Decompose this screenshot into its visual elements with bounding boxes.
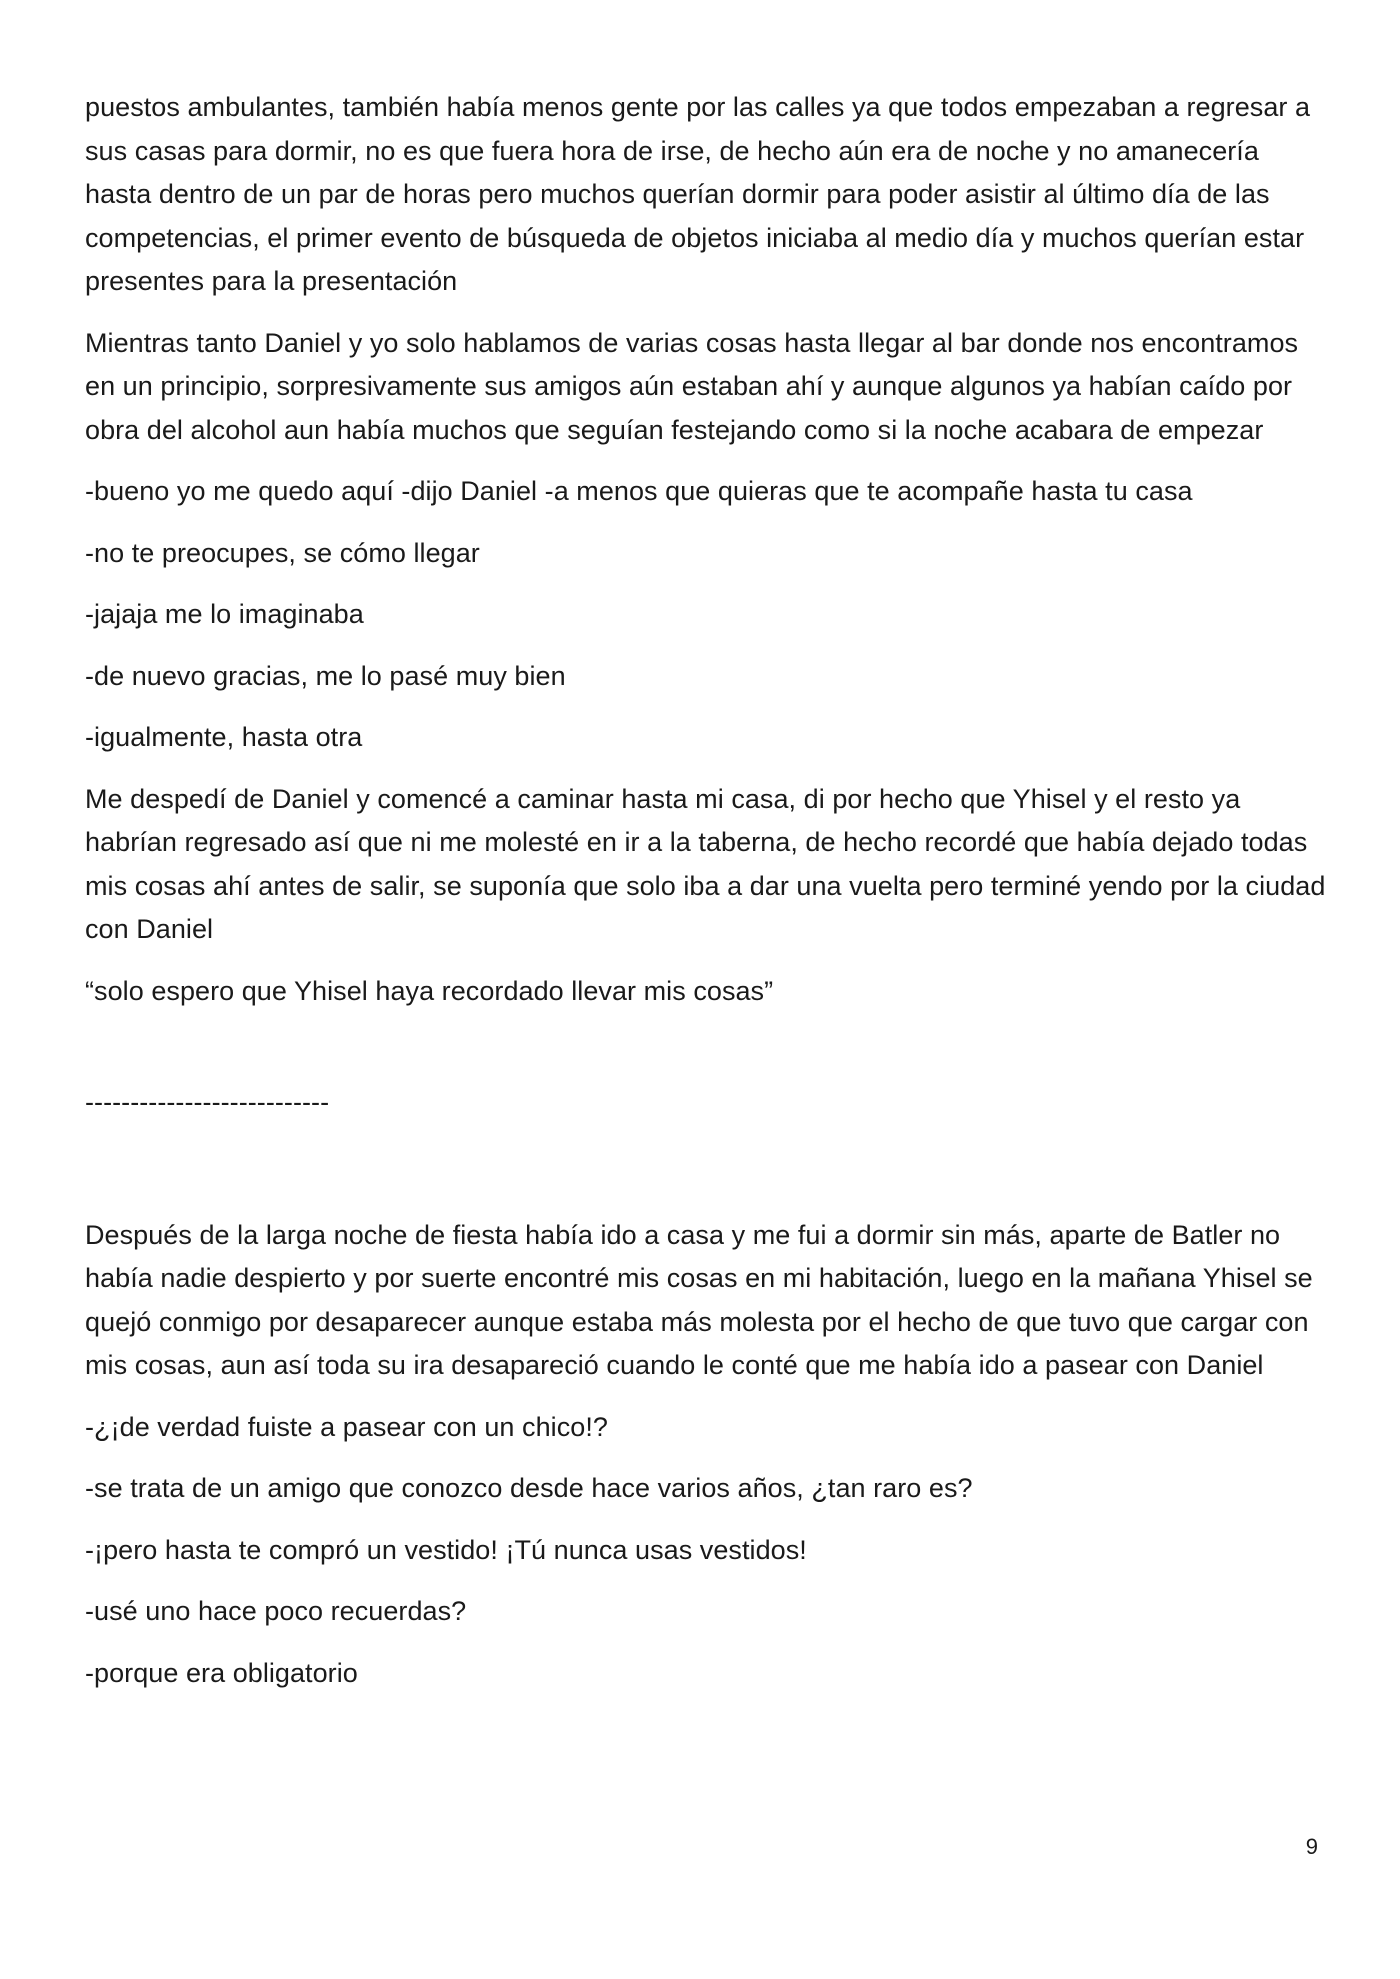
document-body bbox=[85, 86, 1330, 1695]
dialogue-line: -no te preocupes, se cómo llegar bbox=[85, 537, 480, 568]
dialogue-line: -de nuevo gracias, me lo pasé muy bien bbox=[85, 660, 566, 691]
paragraph: Después de la larga noche de fiesta había ido a casa y me fui a dormir sin más, aparte de Batler no había nadie despierto y por suerte encontré mis cosas en mi habitación, luego en la mañana Yhisel se quejó conmigo por desaparecer aunque estaba más molesta por el hecho de que tuvo que cargar con mis cosas, aun así toda su ira desapareció cuando le conté que me había ido a pasear con Daniel bbox=[85, 1219, 1313, 1380]
dialogue-line: -bueno yo me quedo aquí -dijo Daniel -a menos que quieras que te acompañe hasta tu casa bbox=[85, 476, 1193, 506]
dialogue-line: -jajaja me lo imaginaba bbox=[85, 599, 364, 629]
dialogue-line: -usé uno hace poco recuerdas? bbox=[85, 1596, 467, 1626]
scene-separator: --------------------------- bbox=[85, 1087, 330, 1117]
page-number: 9 bbox=[1305, 1834, 1318, 1859]
paragraph: puestos ambulantes, también había menos gente por las calles ya que todos empezaban a regresar a sus casas para dormir, no es que fuera hora de irse, de hecho aún era de noche y no amanecería hasta dentro de un par de horas pero muchos querían dormir para poder asistir al último día de las competencias, el primer evento de búsqueda de objetos iniciaba al medio día y muchos querían estar presentes para la presentación bbox=[85, 92, 1311, 296]
paragraph: Mientras tanto Daniel y yo solo hablamos de varias cosas hasta llegar al bar donde nos encontramos en un principio, sorpresivamente sus amigos aún estaban ahí y aunque algunos ya habían caído por obra del alcohol aun había muchos que seguían festejando como si la noche acabara de empezar bbox=[85, 327, 1299, 445]
dialogue-line: -se trata de un amigo que conozco desde hace varios años, ¿tan raro es? bbox=[85, 1473, 973, 1503]
dialogue-line: -¿¡de verdad fuiste a pasear con un chico!? bbox=[85, 1411, 608, 1442]
paragraph: Me despedí de Daniel y comencé a caminar hasta mi casa, di por hecho que Yhisel y el resto ya habrían regresado así que ni me molesté en ir a la taberna, de hecho recordé que había dejado todas mis cosas ahí antes de salir, se suponía que solo iba a dar una vuelta pero terminé yendo por la ciudad con Daniel bbox=[85, 783, 1326, 944]
thought-line: “solo espero que Yhisel haya recordado llevar mis cosas” bbox=[85, 975, 774, 1006]
dialogue-line: -¡pero hasta te compró un vestido! ¡Tú nunca usas vestidos! bbox=[85, 1534, 807, 1565]
dialogue-line: -igualmente, hasta otra bbox=[85, 722, 363, 752]
dialogue-line: -porque era obligatorio bbox=[85, 1657, 358, 1688]
